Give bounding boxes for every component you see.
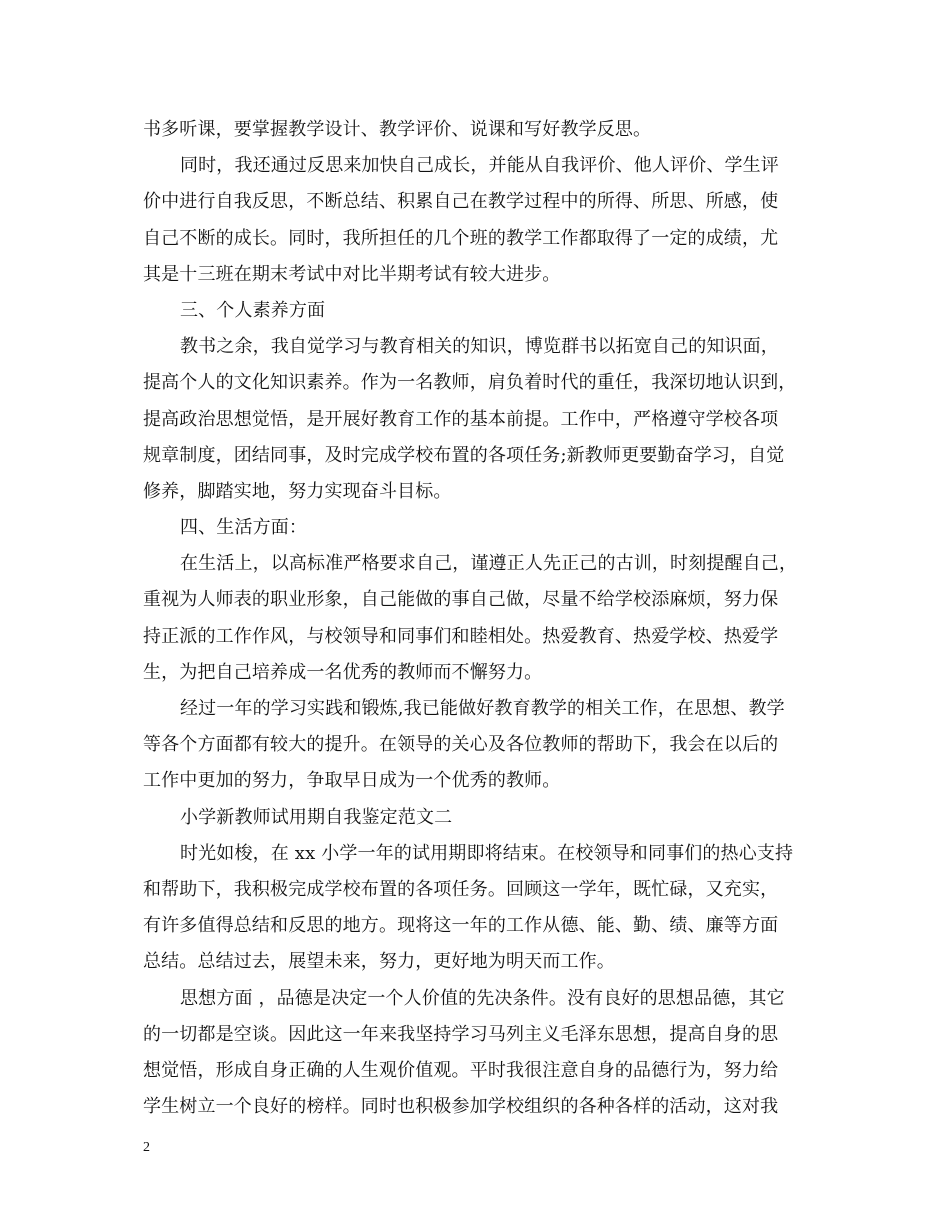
text-line: 在生活上，以高标准严格要求自己，谨遵正人先正己的古训，时刻提醒自己， <box>180 553 798 575</box>
text-line: 的一切都是空谈。因此这一年来我坚持学习马列主义毛泽东思想，提高自身的思 <box>143 1023 779 1045</box>
text-line: 经过一年的学习实践和锻炼,我已能做好教育教学的相关工作，在思想、教学 <box>180 698 785 719</box>
text-line: 学生树立一个良好的榜样。同时也积极参加学校组织的各种各样的活动，这对我 <box>143 1096 779 1118</box>
text-line: 想觉悟，形成自身正确的人生观价值观。平时我很注意自身的品德行为，努力给 <box>143 1059 779 1081</box>
text-line: 其是十三班在期末考试中对比半期考试有较大进步。 <box>143 263 561 285</box>
section-heading: 三、个人素养方面 <box>180 299 326 321</box>
text-line: 提高政治思想觉悟，是开展好教育工作的基本前提。工作中，严格遵守学校各项 <box>143 408 779 430</box>
text-line: 和帮助下，我积极完成学校布置的各项任务。回顾这一学年，既忙碌，又充实， <box>143 878 779 900</box>
text-line: 修养，脚踏实地，努力实现奋斗目标。 <box>143 480 452 502</box>
text-line: 教书之余，我自觉学习与教育相关的知识，博览群书以拓宽自己的知识面， <box>180 336 779 358</box>
text-line: 生，为把自己培养成一名优秀的教师而不懈努力。 <box>143 661 543 683</box>
text-line: 提高个人的文化知识素养。作为一名教师，肩负着时代的重任，我深切地认识到， <box>143 372 797 394</box>
text-line: 时光如梭，在 xx 小学一年的试用期即将结束。在校领导和同事们的热心支持 <box>180 842 794 864</box>
page-number: 2 <box>143 1140 150 1155</box>
text-line: 自己不断的成长。同时，我所担任的几个班的教学工作都取得了一定的成绩，尤 <box>143 227 779 249</box>
text-line: 等各个方面都有较大的提升。在领导的关心及各位教师的帮助下，我会在以后的 <box>143 734 779 756</box>
body-text <box>143 112 811 1125</box>
text-line: 重视为人师表的职业形象，自己能做的事自己做，尽量不给学校添麻烦，努力保 <box>143 589 779 611</box>
text-line: 有许多值得总结和反思的地方。现将这一年的工作从德、能、勤、绩、廉等方面 <box>143 915 779 937</box>
text-line: 工作中更加的努力，争取早日成为一个优秀的教师。 <box>143 770 561 792</box>
text-line: 总结。总结过去，展望未来，努力，更好地为明天而工作。 <box>143 951 615 973</box>
text-line: 持正派的工作作风，与校领导和同事们和睦相处。热爱教育、热爱学校、热爱学 <box>143 625 779 647</box>
text-line: 书多听课，要掌握教学设计、教学评价、说课和写好教学反思。 <box>143 119 652 140</box>
section-heading: 四、生活方面： <box>180 517 308 539</box>
text-line: 规章制度，团结同事，及时完成学校布置的各项任务;新教师更要勤奋学习，自觉 <box>143 444 785 466</box>
text-line: 同时，我还通过反思来加快自己成长，并能从自我评价、他人评价、学生评 <box>180 155 779 177</box>
text-line: 思想方面 ，品德是决定一个人价值的先决条件。没有良好的思想品德，其它 <box>180 987 785 1009</box>
article-title: 小学新教师试用期自我鉴定范文二 <box>180 806 453 828</box>
text-line: 价中进行自我反思，不断总结、积累自己在教学过程中的所得、所思、所感，使 <box>143 191 779 213</box>
